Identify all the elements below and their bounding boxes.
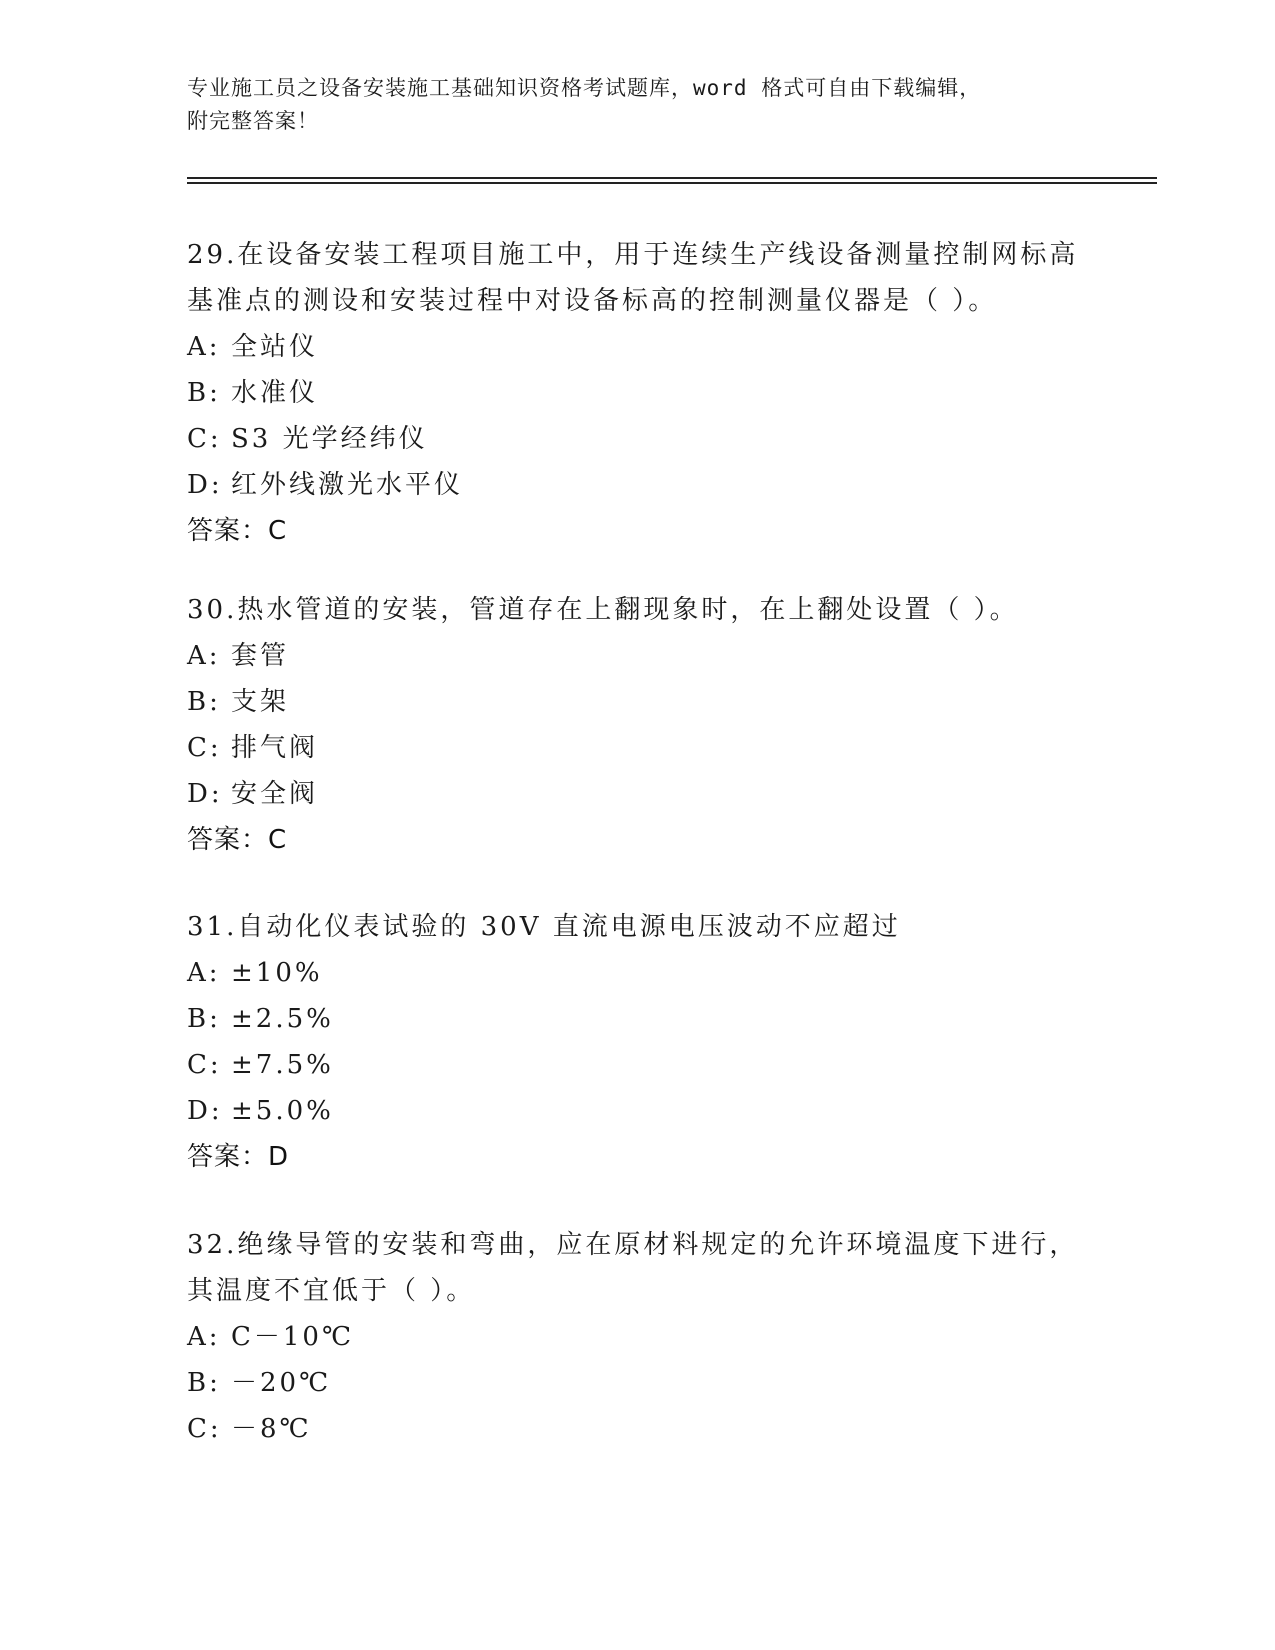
option-d: D: 红外线激光水平仪 [187, 470, 464, 500]
question-31 [187, 904, 1127, 1180]
answer-line: 答案：D [187, 1142, 290, 1172]
header-line-1: 专业施工员之设备安装施工基础知识资格考试题库，word 格式可自由下载编辑， [187, 76, 982, 100]
question-stem-line: 31.自动化仪表试验的 30V 直流电源电压波动不应超过 [187, 912, 901, 942]
answer-line: 答案：C [187, 516, 288, 546]
header-line-2: 附完整答案！ [187, 109, 319, 133]
option-b: B: 支架 [187, 687, 290, 717]
question-stem-line: 其温度不宜低于（ ）。 [187, 1276, 476, 1306]
option-a: A: C－10℃ [187, 1322, 355, 1352]
option-b: B: －20℃ [187, 1368, 332, 1398]
option-a: A: 全站仪 [187, 332, 319, 362]
header-divider-bottom [187, 182, 1157, 184]
question-32 [187, 1222, 1127, 1452]
answer-line: 答案：C [187, 825, 288, 855]
question-stem-line: 29.在设备安装工程项目施工中，用于连续生产线设备测量控制网标高 [187, 240, 1079, 270]
option-a: A: ±10% [187, 958, 323, 988]
question-stem-line: 32.绝缘导管的安装和弯曲，应在原材料规定的允许环境温度下进行， [187, 1230, 1079, 1260]
question-30 [187, 587, 1127, 863]
option-c: C: ±7.5% [187, 1050, 334, 1080]
option-d: D: ±5.0% [187, 1096, 334, 1126]
header-divider-top [187, 177, 1157, 179]
option-d: D: 安全阀 [187, 779, 319, 809]
option-c: C: S3 光学经纬仪 [187, 424, 428, 454]
option-c: C: －8℃ [187, 1414, 312, 1444]
option-a: A: 套管 [187, 641, 290, 671]
question-29 [187, 232, 1127, 554]
document-header [187, 72, 1087, 138]
option-b: B: 水准仪 [187, 378, 319, 408]
question-stem-line: 30.热水管道的安装，管道存在上翻现象时，在上翻处设置（ ）。 [187, 595, 1019, 625]
option-b: B: ±2.5% [187, 1004, 334, 1034]
option-c: C: 排气阀 [187, 733, 319, 763]
question-stem-line: 基准点的测设和安装过程中对设备标高的控制测量仪器是（ ）。 [187, 286, 998, 316]
